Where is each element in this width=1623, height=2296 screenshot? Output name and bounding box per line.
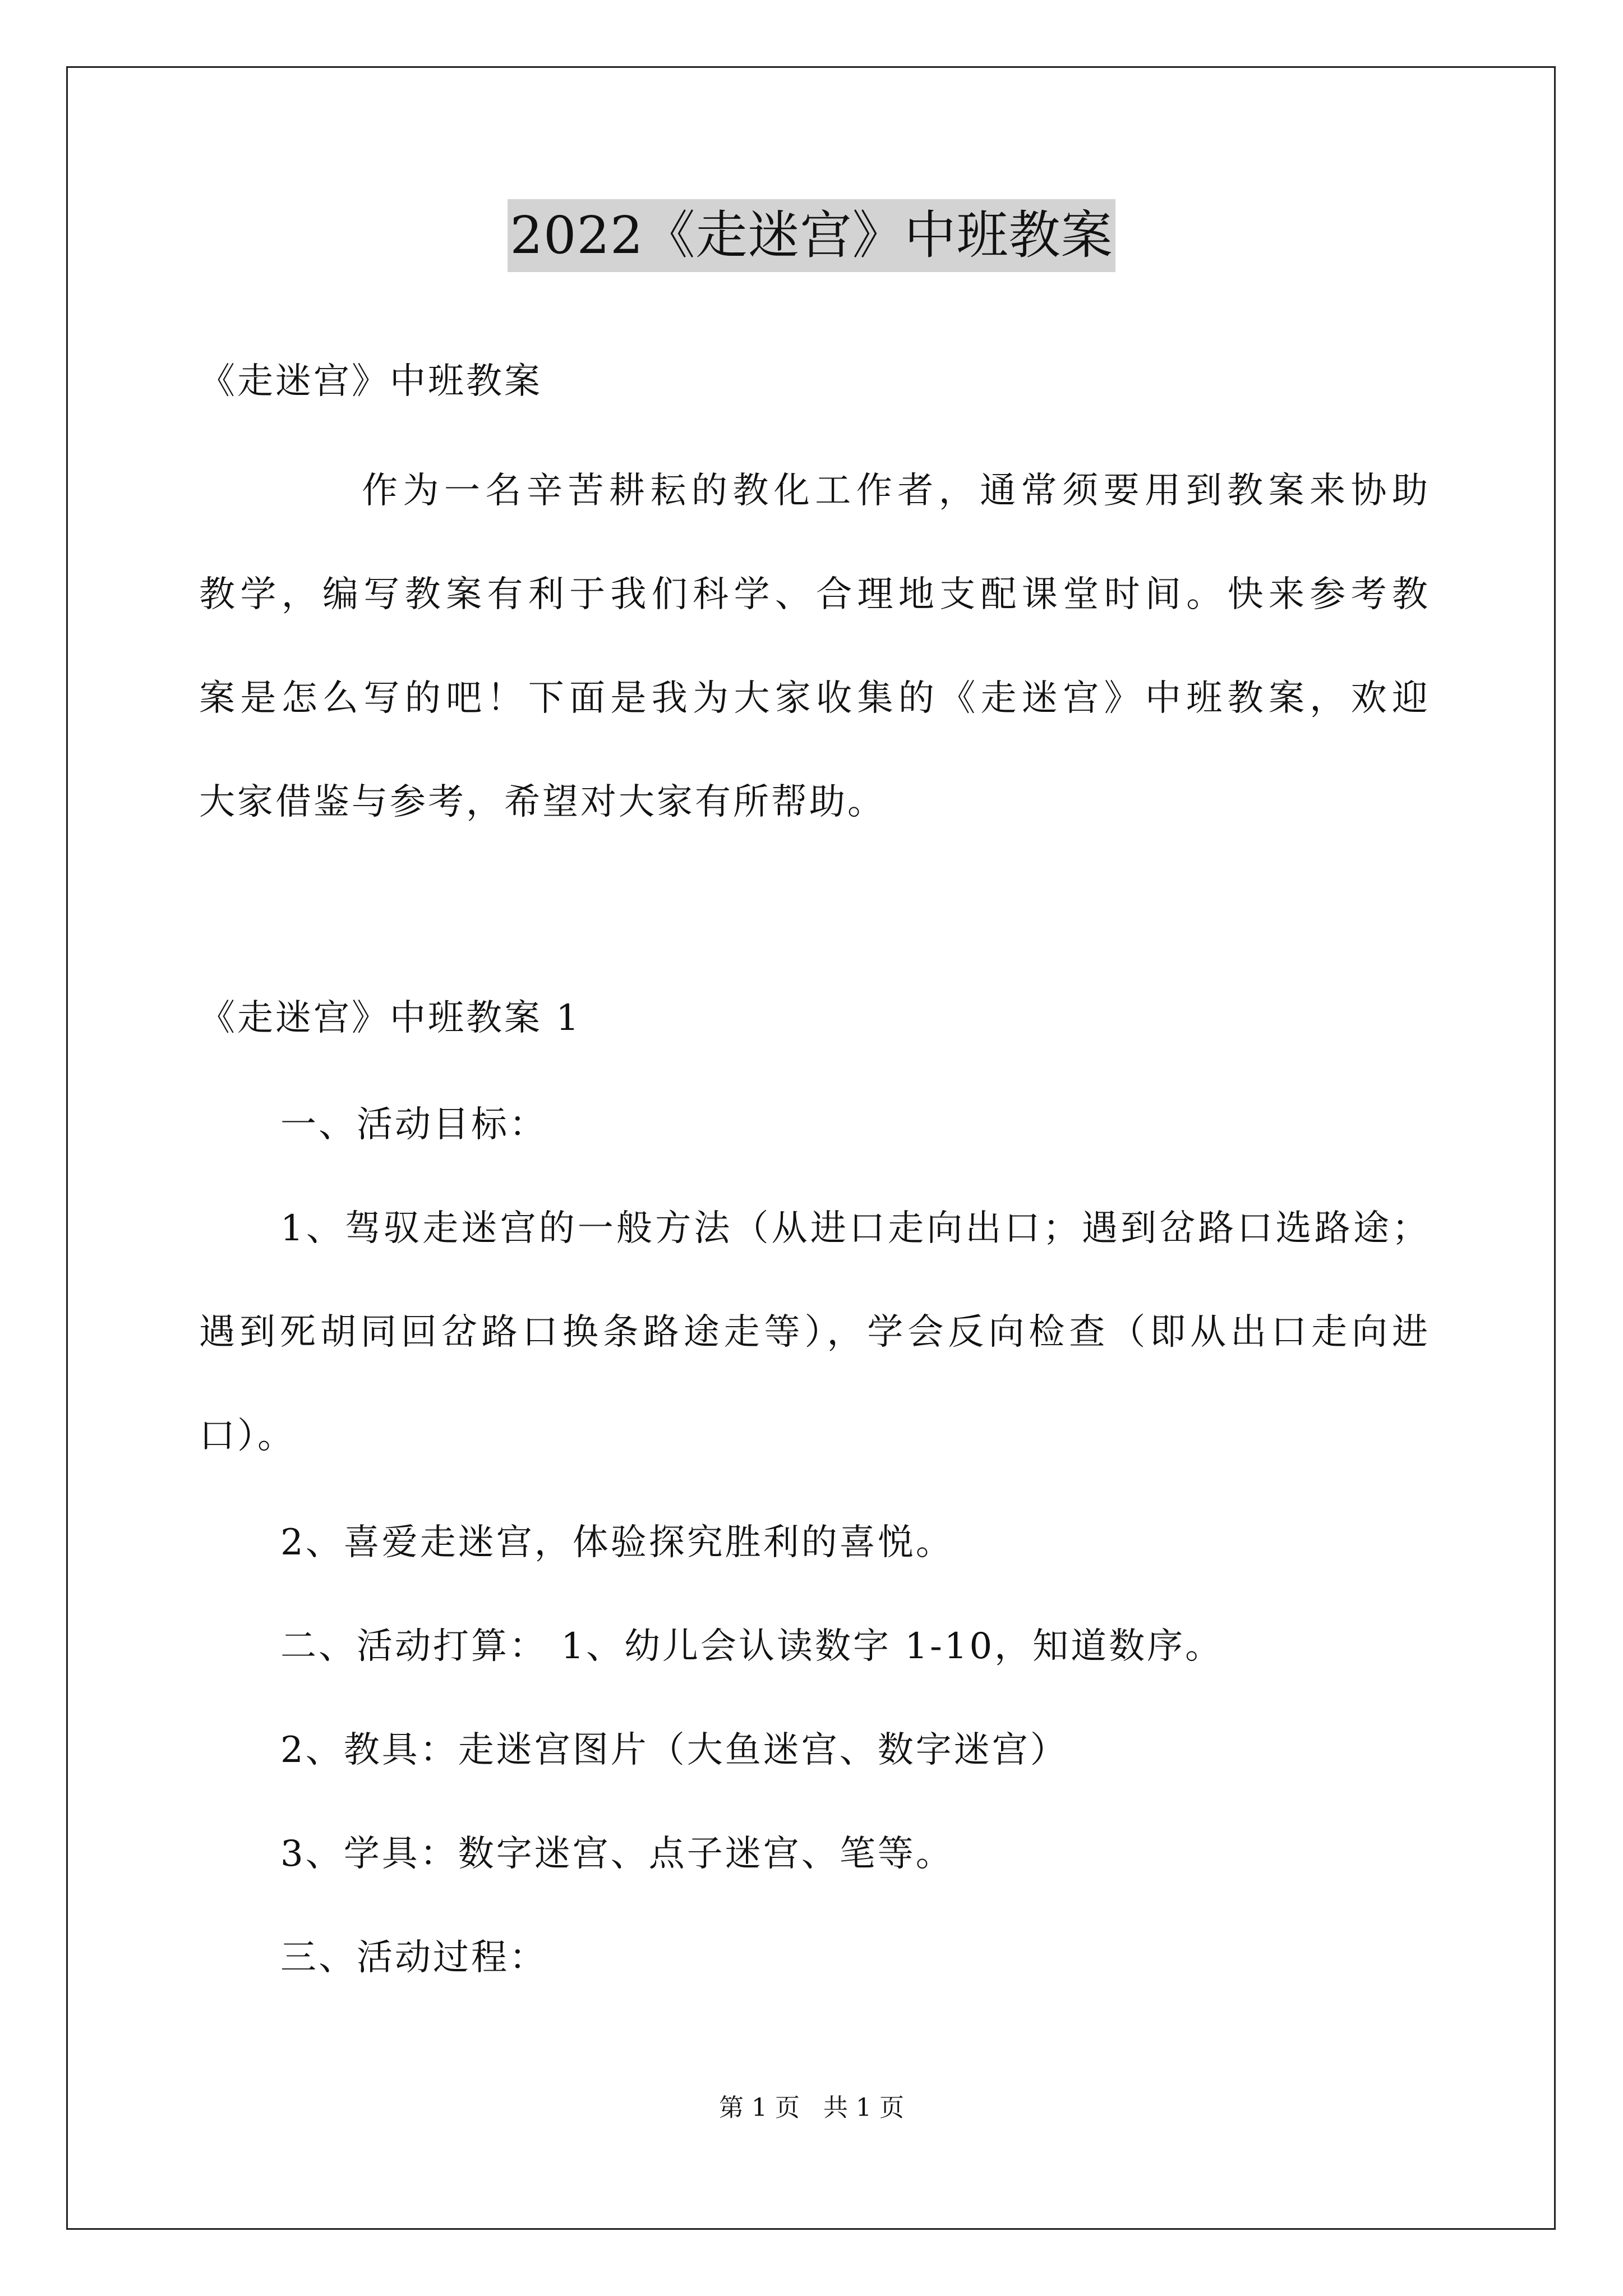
intro-line-2: 教学，编写教案有利于我们科学、合理地支配课堂时间。快来参考教: [199, 574, 1430, 615]
intro-line-3: 案是怎么写的吧！下面是我为大家收集的《走迷宫》中班教案，欢迎: [199, 678, 1430, 719]
body-line-2: 1、驾驭走迷宫的一般方法（从进口走向出口；遇到岔路口选路途；: [280, 1208, 1430, 1249]
intro-line-1: 作为一名辛苦耕耘的教化工作者，通常须要用到教案来协助: [362, 470, 1430, 512]
body-line-7: 2、教具：走迷宫图片（大鱼迷宫、数字迷宫）: [280, 1729, 1068, 1771]
document-subtitle: 《走迷宫》中班教案: [199, 361, 542, 402]
body-line-8: 3、学具：数字迷宫、点子迷宫、笔等。: [280, 1833, 954, 1875]
intro-line-4: 大家借鉴与参考，希望对大家有所帮助。: [199, 781, 886, 823]
title-container: [0, 199, 1623, 272]
page-footer: 第 1 页 共 1 页: [719, 2093, 904, 2122]
section-heading: 《走迷宫》中班教案 1: [199, 997, 582, 1039]
body-line-5: 2、喜爱走迷宫，体验探究胜利的喜悦。: [280, 1522, 954, 1563]
body-line-6: 二、活动打算： 1、幼儿会认读数字 1-10，知道数序。: [280, 1626, 1224, 1667]
body-line-1: 一、活动目标：: [280, 1104, 547, 1145]
body-line-4: 口）。: [199, 1415, 296, 1457]
document-title: 2022《走迷宫》中班教案: [508, 199, 1115, 272]
body-line-3: 遇到死胡同回岔路口换条路途走等），学会反向检查（即从出口走向进: [199, 1312, 1430, 1353]
body-line-9: 三、活动过程：: [280, 1937, 547, 1978]
